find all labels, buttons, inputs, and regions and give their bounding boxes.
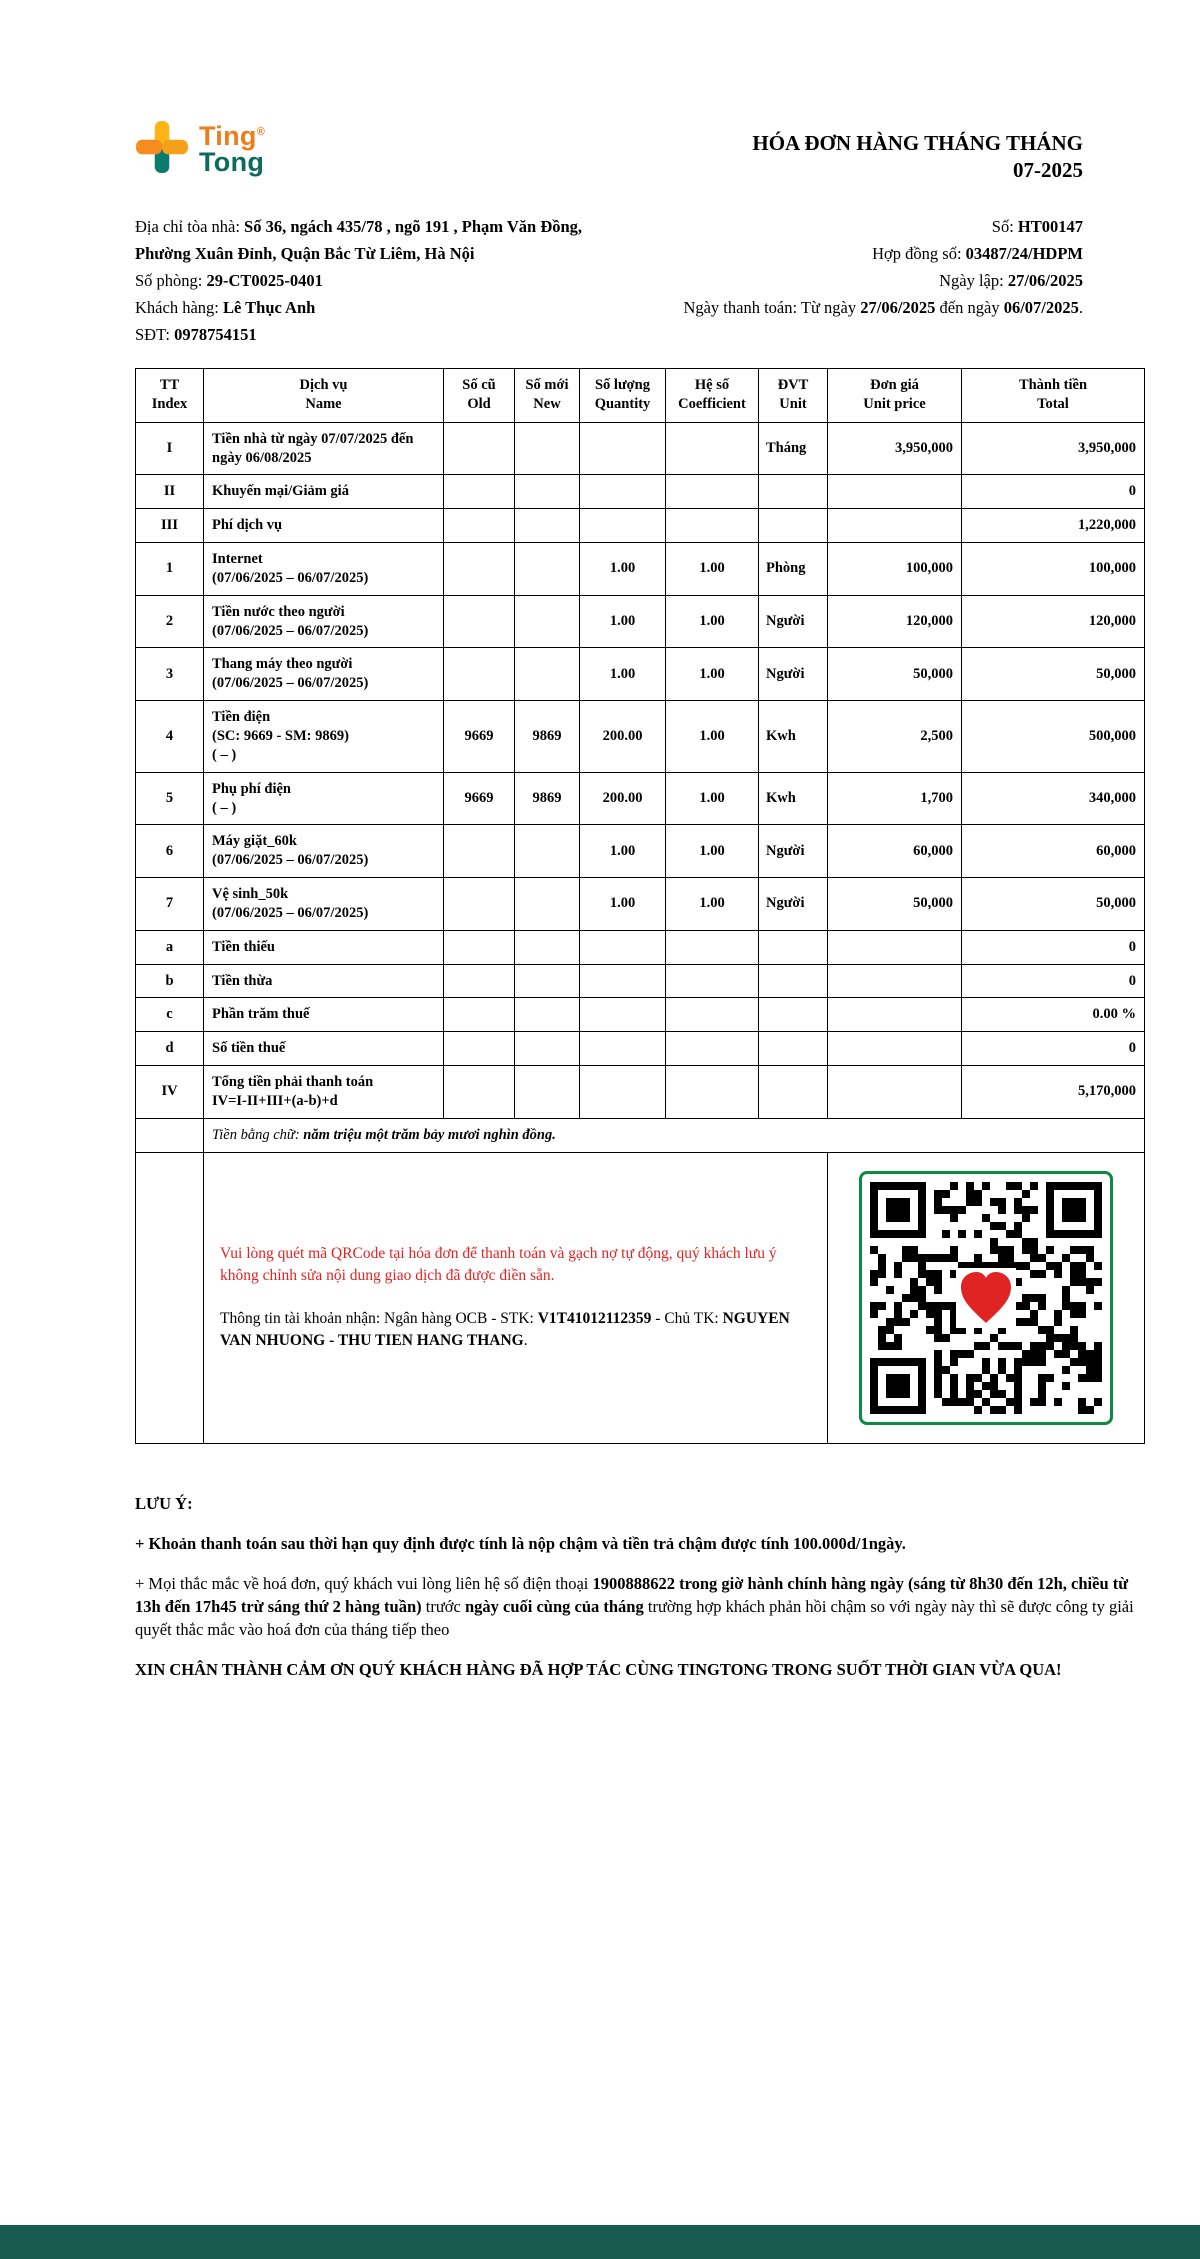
cell-qty xyxy=(580,1032,666,1066)
cell-qty xyxy=(580,509,666,543)
info-label: SĐT: xyxy=(135,324,175,344)
cell-qty xyxy=(580,964,666,998)
info-label: . xyxy=(1078,297,1083,317)
cell-unit xyxy=(759,509,828,543)
cell-new xyxy=(515,422,580,475)
cell-unit: Phòng xyxy=(759,543,828,596)
hotline-note-text: trước xyxy=(421,1597,465,1617)
column-header: Số mới New xyxy=(515,368,580,422)
table-header-row xyxy=(136,368,1145,422)
cell-old xyxy=(444,509,515,543)
info-value: 03487/24/HDPM xyxy=(965,243,1083,263)
cell-coef: 1.00 xyxy=(666,648,759,701)
cell-coef: 1.00 xyxy=(666,825,759,878)
invoice-table xyxy=(135,368,1145,1444)
cell-price xyxy=(828,509,962,543)
cell-old xyxy=(444,475,515,509)
cell-new: 9869 xyxy=(515,772,580,825)
amount-in-words-value: năm triệu một trăm bảy mươi nghìn đồng. xyxy=(303,1126,556,1143)
cell-coef: 1.00 xyxy=(666,878,759,931)
tingtong-logo xyxy=(135,120,265,179)
cell-index: III xyxy=(136,509,204,543)
cell-old xyxy=(444,878,515,931)
cell-name: Tiền thiếu xyxy=(204,930,444,964)
cell-total: 1,220,000 xyxy=(962,509,1145,543)
cell-qty: 1.00 xyxy=(580,595,666,648)
logo-tong-text: Tong xyxy=(199,146,265,177)
cell-unit: Kwh xyxy=(759,701,828,773)
info-value: 27/06/2025 xyxy=(1007,270,1083,290)
bank-account-text: - Chủ TK: xyxy=(651,1309,723,1327)
table-row xyxy=(136,825,1145,878)
cell-total: 5,170,000 xyxy=(962,1066,1145,1119)
cell-price: 120,000 xyxy=(828,595,962,648)
footer-bar xyxy=(0,2225,1200,2259)
qr-code xyxy=(859,1171,1113,1425)
cell-unit: Người xyxy=(759,648,828,701)
cell-price: 2,500 xyxy=(828,701,962,773)
cell-index: IV xyxy=(136,1066,204,1119)
info-line xyxy=(135,321,640,348)
invoice-table-head xyxy=(136,368,1145,422)
payment-instructions-cell xyxy=(204,1152,828,1443)
cell-total: 60,000 xyxy=(962,825,1145,878)
cell-qty: 1.00 xyxy=(580,543,666,596)
cell-total: 0 xyxy=(962,930,1145,964)
cell-total: 0 xyxy=(962,475,1145,509)
cell-name: Vệ sinh_50k (07/06/2025 – 06/07/2025) xyxy=(204,878,444,931)
thank-you-message: XIN CHÂN THÀNH CẢM ƠN QUÝ KHÁCH HÀNG ĐÃ HỢP TÁC CÙNG TINGTONG TRONG SUỐT THỜI GIAN VỪA QUA! xyxy=(135,1660,1062,1680)
cell-unit: Tháng xyxy=(759,422,828,475)
cell-qty xyxy=(580,475,666,509)
cell-name: Tiền nước theo người (07/06/2025 – 06/07/2025) xyxy=(204,595,444,648)
info-label: Khách hàng: xyxy=(135,297,223,317)
info-value: 06/07/2025 xyxy=(1003,297,1079,317)
cell-old xyxy=(444,595,515,648)
cell-unit xyxy=(759,1032,828,1066)
cell-index: 3 xyxy=(136,648,204,701)
cell-new xyxy=(515,648,580,701)
cell-price: 100,000 xyxy=(828,543,962,596)
cell-coef xyxy=(666,1032,759,1066)
column-header: Đơn giá Unit price xyxy=(828,368,962,422)
cell-unit: Người xyxy=(759,825,828,878)
bank-account-number: V1T41012112359 xyxy=(537,1309,652,1327)
column-header: TT Index xyxy=(136,368,204,422)
column-header: Số lượng Quantity xyxy=(580,368,666,422)
cell-coef: 1.00 xyxy=(666,772,759,825)
cell-price: 3,950,000 xyxy=(828,422,962,475)
cell-coef: 1.00 xyxy=(666,595,759,648)
info-line xyxy=(640,240,1083,267)
notes-heading: LƯU Ý: xyxy=(135,1493,193,1513)
cell-coef xyxy=(666,509,759,543)
table-row xyxy=(136,595,1145,648)
cell-unit: Người xyxy=(759,878,828,931)
cell-empty xyxy=(136,1152,204,1443)
table-row xyxy=(136,930,1145,964)
cell-price: 60,000 xyxy=(828,825,962,878)
cell-total: 50,000 xyxy=(962,878,1145,931)
hotline-note-text: trường hợp khách phản hồi chậm so với ngày này thì sẽ được công ty giải quyết thắc mắc vào hoá đơn của tháng tiếp theo xyxy=(135,1597,1134,1640)
qr-code-cell xyxy=(828,1152,1145,1443)
cell-index: d xyxy=(136,1032,204,1066)
cell-coef xyxy=(666,998,759,1032)
cell-name: Phần trăm thuế xyxy=(204,998,444,1032)
bank-account-holder: NGUYEN VAN NHUONG - THU TIEN HANG THANG xyxy=(220,1309,790,1350)
cell-qty xyxy=(580,1066,666,1119)
cell-name: Thang máy theo người (07/06/2025 – 06/07/2025) xyxy=(204,648,444,701)
cell-name: Tiền thừa xyxy=(204,964,444,998)
cell-coef: 1.00 xyxy=(666,543,759,596)
cell-empty xyxy=(136,1118,204,1152)
info-label: đến ngày xyxy=(935,297,1004,317)
amount-in-words-row xyxy=(136,1118,1145,1152)
cell-coef xyxy=(666,422,759,475)
cell-index: a xyxy=(136,930,204,964)
cell-old xyxy=(444,1032,515,1066)
qr-payment-notice: Vui lòng quét mã QRCode tại hóa đơn để thanh toán và gạch nợ tự động, quý khách lưu ý không chỉnh sửa nội dung giao dịch đã được điền sẵn. xyxy=(220,1244,777,1285)
info-label: Hợp đồng số: xyxy=(872,243,966,263)
invoice-info xyxy=(135,213,1145,348)
cell-coef xyxy=(666,1066,759,1119)
cell-old: 9669 xyxy=(444,772,515,825)
cell-new xyxy=(515,878,580,931)
info-line xyxy=(640,294,1083,321)
cell-old xyxy=(444,648,515,701)
hotline-number: 1900888622 trong giờ hành chính hàng ngày (sáng từ 8h30 đến 12h, chiều từ 13h đến 17h45 trừ sáng thứ 2 hàng tuần) xyxy=(135,1574,1129,1617)
cell-new xyxy=(515,964,580,998)
cell-qty: 200.00 xyxy=(580,772,666,825)
info-label: Số: xyxy=(991,216,1018,236)
table-row xyxy=(136,475,1145,509)
cell-coef: 1.00 xyxy=(666,701,759,773)
cell-index: 7 xyxy=(136,878,204,931)
table-row xyxy=(136,1032,1145,1066)
cell-new xyxy=(515,930,580,964)
column-header: Số cũ Old xyxy=(444,368,515,422)
bank-account-info xyxy=(220,1308,811,1353)
cell-index: 6 xyxy=(136,825,204,878)
notes-section xyxy=(135,1492,1145,1682)
amount-in-words-cell xyxy=(204,1118,1145,1152)
cell-qty: 1.00 xyxy=(580,648,666,701)
column-header: Hệ số Coefficient xyxy=(666,368,759,422)
invoice-title: HÓA ĐƠN HÀNG THÁNG THÁNG 07-2025 xyxy=(752,131,1083,183)
cell-old xyxy=(444,998,515,1032)
info-label: Ngày lập: xyxy=(939,270,1008,290)
cell-price xyxy=(828,998,962,1032)
cell-name: Tổng tiền phải thanh toán IV=I-II+III+(a-b)+d xyxy=(204,1066,444,1119)
qr-code-svg xyxy=(870,1182,1102,1414)
cell-index: 1 xyxy=(136,543,204,596)
cell-price xyxy=(828,1032,962,1066)
cell-unit xyxy=(759,1066,828,1119)
cell-new xyxy=(515,1066,580,1119)
cell-new xyxy=(515,509,580,543)
cell-price xyxy=(828,930,962,964)
cell-unit xyxy=(759,964,828,998)
cell-total: 100,000 xyxy=(962,543,1145,596)
info-label: Ngày thanh toán: Từ ngày xyxy=(683,297,861,317)
cell-name: Máy giặt_60k (07/06/2025 – 06/07/2025) xyxy=(204,825,444,878)
info-value: Lê Thục Anh xyxy=(222,297,316,317)
cell-new xyxy=(515,475,580,509)
registered-mark: ® xyxy=(256,125,266,138)
amount-in-words-label: Tiền bằng chữ: xyxy=(212,1126,304,1143)
cell-index: 5 xyxy=(136,772,204,825)
cell-total: 0 xyxy=(962,964,1145,998)
cell-qty xyxy=(580,422,666,475)
table-row xyxy=(136,878,1145,931)
table-row xyxy=(136,964,1145,998)
cell-unit xyxy=(759,475,828,509)
cell-old xyxy=(444,543,515,596)
cell-new xyxy=(515,543,580,596)
cell-total: 500,000 xyxy=(962,701,1145,773)
column-header: Dịch vụ Name xyxy=(204,368,444,422)
table-row xyxy=(136,701,1145,773)
cell-index: 4 xyxy=(136,701,204,773)
cell-qty: 1.00 xyxy=(580,878,666,931)
table-row xyxy=(136,1066,1145,1119)
cell-new xyxy=(515,595,580,648)
column-header: ĐVT Unit xyxy=(759,368,828,422)
cell-coef xyxy=(666,930,759,964)
cell-old xyxy=(444,964,515,998)
info-value: Số 36, ngách 435/78 , ngõ 191 , Phạm Văn Đồng, Phường Xuân Đỉnh, Quận Bắc Từ Liêm, Hà Nội xyxy=(135,216,583,263)
table-row xyxy=(136,772,1145,825)
info-label: Số phòng: xyxy=(135,270,207,290)
cell-name: Phí dịch vụ xyxy=(204,509,444,543)
cell-old xyxy=(444,825,515,878)
cell-old xyxy=(444,930,515,964)
cell-new xyxy=(515,1032,580,1066)
invoice-info-right xyxy=(640,213,1145,348)
bank-account-text: Thông tin tài khoản nhận: Ngân hàng OCB - STK: xyxy=(220,1309,538,1327)
cell-name: Phụ phí điện ( – ) xyxy=(204,772,444,825)
cell-name: Tiền điện (SC: 9669 - SM: 9869) ( – ) xyxy=(204,701,444,773)
cell-total: 0 xyxy=(962,1032,1145,1066)
invoice-table-body xyxy=(136,422,1145,1118)
cell-unit: Kwh xyxy=(759,772,828,825)
logo-ting-text: Ting xyxy=(199,120,257,151)
cell-unit xyxy=(759,998,828,1032)
table-row xyxy=(136,422,1145,475)
hotline-note xyxy=(135,1572,1145,1641)
info-line xyxy=(640,213,1083,240)
cell-old xyxy=(444,1066,515,1119)
late-payment-note: + Khoản thanh toán sau thời hạn quy định được tính là nộp chậm và tiền trả chậm được tính 100.000d/1ngày. xyxy=(135,1533,906,1553)
table-row xyxy=(136,998,1145,1032)
cell-index: c xyxy=(136,998,204,1032)
cell-unit xyxy=(759,930,828,964)
tingtong-plus-icon xyxy=(135,120,189,179)
cell-price xyxy=(828,1066,962,1119)
cell-qty xyxy=(580,930,666,964)
cell-total: 340,000 xyxy=(962,772,1145,825)
invoice-info-left xyxy=(135,213,640,348)
logo-wordmark xyxy=(199,120,266,177)
info-line xyxy=(135,213,640,267)
cell-coef xyxy=(666,964,759,998)
header-row xyxy=(135,120,1145,185)
cell-index: II xyxy=(136,475,204,509)
cell-qty: 1.00 xyxy=(580,825,666,878)
info-label: Địa chỉ tòa nhà: xyxy=(135,216,245,236)
cell-name: Tiền nhà từ ngày 07/07/2025 đến ngày 06/08/2025 xyxy=(204,422,444,475)
cell-total: 120,000 xyxy=(962,595,1145,648)
cell-price: 50,000 xyxy=(828,878,962,931)
cell-qty: 200.00 xyxy=(580,701,666,773)
bank-account-text: . xyxy=(523,1332,528,1350)
column-header: Thành tiền Total xyxy=(962,368,1145,422)
table-row xyxy=(136,543,1145,596)
table-row xyxy=(136,648,1145,701)
deadline-text: ngày cuối cùng của tháng xyxy=(464,1597,644,1617)
hotline-note-text: + Mọi thắc mắc về hoá đơn, quý khách vui lòng liên hệ số điện thoại xyxy=(135,1574,593,1593)
invoice-table-foot xyxy=(136,1118,1145,1443)
cell-unit: Người xyxy=(759,595,828,648)
cell-name: Internet (07/06/2025 – 06/07/2025) xyxy=(204,543,444,596)
cell-price: 1,700 xyxy=(828,772,962,825)
info-value: HT00147 xyxy=(1017,216,1083,236)
cell-old xyxy=(444,422,515,475)
info-value: 27/06/2025 xyxy=(860,297,936,317)
cell-index: b xyxy=(136,964,204,998)
cell-price xyxy=(828,964,962,998)
cell-name: Số tiền thuế xyxy=(204,1032,444,1066)
cell-index: 2 xyxy=(136,595,204,648)
cell-total: 0.00 % xyxy=(962,998,1145,1032)
info-value: 29-CT0025-0401 xyxy=(206,270,323,290)
info-line xyxy=(135,294,640,321)
qr-row xyxy=(136,1152,1145,1443)
cell-coef xyxy=(666,475,759,509)
cell-qty xyxy=(580,998,666,1032)
info-value: 0978754151 xyxy=(174,324,257,344)
cell-price xyxy=(828,475,962,509)
cell-total: 50,000 xyxy=(962,648,1145,701)
cell-total: 3,950,000 xyxy=(962,422,1145,475)
cell-index: I xyxy=(136,422,204,475)
cell-old: 9669 xyxy=(444,701,515,773)
cell-price: 50,000 xyxy=(828,648,962,701)
table-row xyxy=(136,509,1145,543)
cell-new xyxy=(515,998,580,1032)
info-line xyxy=(135,267,640,294)
cell-new: 9869 xyxy=(515,701,580,773)
cell-name: Khuyến mại/Giảm giá xyxy=(204,475,444,509)
info-line xyxy=(640,267,1083,294)
cell-new xyxy=(515,825,580,878)
